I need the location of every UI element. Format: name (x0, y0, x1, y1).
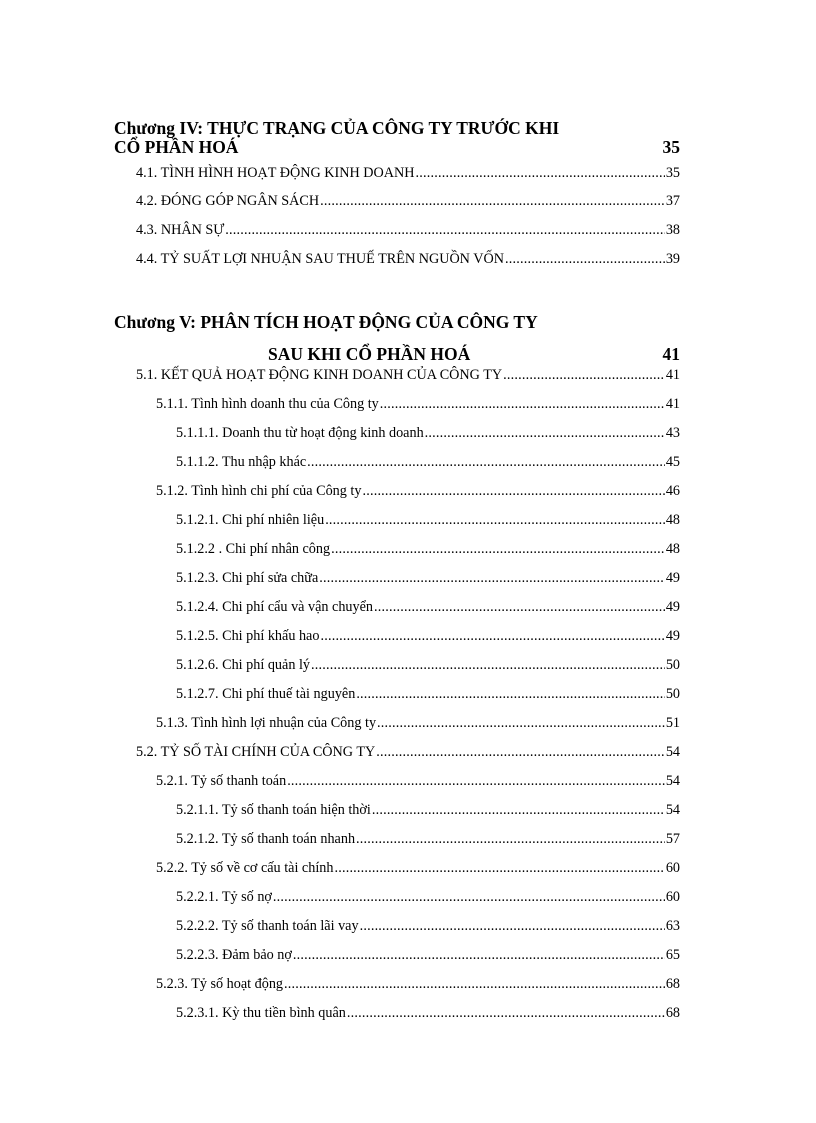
chapter-4-page: 35 (662, 137, 680, 157)
chapter-4-heading[interactable] (114, 119, 680, 157)
leader-dots (505, 251, 665, 268)
toc-entry-5-1-2-3[interactable] (176, 570, 680, 587)
toc-entry-text: 5.1.1. Tình hình doanh thu của Công ty (156, 396, 379, 412)
toc-entry-5-1-2-2[interactable] (176, 541, 680, 558)
toc-entry-text: 5.1. KẾT QUẢ HOẠT ĐỘNG KINH DOANH CỦA CÔNG TY (136, 367, 503, 383)
leader-dots (319, 570, 665, 587)
toc-entry-4-3[interactable] (136, 222, 680, 239)
toc-entry-text: 5.1.2.6. Chi phí quản lý (176, 657, 310, 673)
toc-entry-page: 63 (665, 918, 680, 934)
toc-entry-page: 51 (665, 715, 680, 731)
toc-entry-text: 4.1. TÌNH HÌNH HOẠT ĐỘNG KINH DOANH (136, 165, 415, 181)
leader-dots (293, 947, 665, 964)
toc-entry-5-2-2-3[interactable] (176, 947, 680, 964)
toc-entry-page: 60 (665, 889, 680, 905)
toc-entry-text: 5.1.2.5. Chi phí khấu hao (176, 628, 320, 644)
chapter-5-heading[interactable] (114, 313, 680, 364)
leader-dots (425, 425, 665, 442)
toc-entry-page: 41 (665, 367, 680, 383)
toc-entry-page: 49 (665, 599, 680, 615)
leader-dots (360, 918, 665, 935)
leader-dots (225, 222, 665, 239)
leader-dots (347, 1005, 665, 1022)
toc-entry-page: 48 (665, 512, 680, 528)
toc-entry-5-1-2-5[interactable] (176, 628, 680, 645)
toc-entry-4-2[interactable] (136, 193, 680, 210)
toc-entry-page: 39 (665, 251, 680, 267)
chapter-4-title-line1: Chương IV: THỰC TRẠNG CỦA CÔNG TY TRƯỚC KHI (114, 118, 560, 138)
leader-dots (320, 193, 665, 210)
toc-entry-5-2-2[interactable] (156, 860, 680, 877)
leader-dots (320, 628, 664, 645)
toc-entry-text: 5.2.1.1. Tỷ số thanh toán hiện thời (176, 802, 371, 818)
chapter-5-title-line2-text: SAU KHI CỔ PHẦN HOÁ (268, 344, 471, 364)
toc-entry-page: 57 (665, 831, 680, 847)
toc-entry-text: 5.1.2.2 . Chi phí nhân công (176, 541, 331, 557)
toc-entry-text: 5.2.2.3. Đảm bảo nợ (176, 947, 292, 963)
toc-entry-5-1-2-4[interactable] (176, 599, 680, 616)
toc-entry-page: 65 (665, 947, 680, 963)
toc-entry-text: 5.2. TỶ SỐ TÀI CHÍNH CỦA CÔNG TY (136, 744, 376, 760)
toc-entry-5-1-1[interactable] (156, 396, 680, 413)
leader-dots (380, 396, 665, 413)
toc-entry-text: 5.2.2.1. Tỷ số nợ (176, 889, 272, 905)
chapter-5-page: 41 (662, 344, 680, 364)
toc-entry-text: 5.2.3.1. Kỳ thu tiền bình quân (176, 1005, 346, 1021)
leader-dots (356, 686, 665, 703)
toc-entry-page: 38 (665, 222, 680, 238)
leader-dots (376, 744, 665, 761)
toc-entry-5-1-2-7[interactable] (176, 686, 680, 703)
toc-entry-text: 4.4. TỶ SUẤT LỢI NHUẬN SAU THUẾ TRÊN NGUỒN VỐN (136, 251, 504, 267)
toc-entry-page: 50 (665, 657, 680, 673)
leader-dots (415, 165, 664, 182)
leader-dots (307, 454, 665, 471)
toc-entry-page: 68 (665, 976, 680, 992)
toc-entry-page: 68 (665, 1005, 680, 1021)
toc-entry-text: 5.1.2.4. Chi phí cẩu và vận chuyển (176, 599, 374, 615)
toc-entry-page: 54 (665, 744, 680, 760)
toc-entry-page: 43 (665, 425, 680, 441)
toc-entry-text: 5.1.1.2. Thu nhập khác (176, 454, 307, 470)
leader-dots (325, 512, 665, 529)
chapter-4-title-line2 (114, 138, 680, 157)
leader-dots (334, 860, 664, 877)
toc-entry-5-1-1-2[interactable] (176, 454, 680, 471)
toc-entry-page: 49 (665, 628, 680, 644)
toc-entry-5-1[interactable] (136, 367, 680, 384)
toc-entry-page: 54 (665, 802, 680, 818)
toc-entry-page: 60 (665, 860, 680, 876)
toc-entry-5-2-2-2[interactable] (176, 918, 680, 935)
toc-entry-5-1-2-1[interactable] (176, 512, 680, 529)
toc-entry-text: 4.2. ĐÓNG GÓP NGÂN SÁCH (136, 193, 320, 209)
toc-entry-5-2-3-1[interactable] (176, 1005, 680, 1022)
toc-entry-text: 5.2.2.2. Tỷ số thanh toán lãi vay (176, 918, 359, 934)
leader-dots (284, 976, 665, 993)
toc-entry-page: 54 (665, 773, 680, 789)
toc-entry-page: 49 (665, 570, 680, 586)
toc-entry-5-2-1[interactable] (156, 773, 680, 790)
toc-entry-5-2-1-2[interactable] (176, 831, 680, 848)
toc-entry-page: 50 (665, 686, 680, 702)
leader-dots (372, 802, 665, 819)
leader-dots (273, 889, 665, 906)
chapter-4-title-line2-text: CỔ PHẦN HOÁ (114, 137, 239, 157)
leader-dots (374, 599, 665, 616)
toc-entry-4-1[interactable] (136, 165, 680, 182)
leader-dots (503, 367, 665, 384)
toc-entry-text: 5.2.1. Tỷ số thanh toán (156, 773, 287, 789)
toc-entry-page: 46 (665, 483, 680, 499)
toc-entry-5-1-2-6[interactable] (176, 657, 680, 674)
toc-entry-page: 35 (665, 165, 680, 181)
leader-dots (331, 541, 665, 558)
leader-dots (287, 773, 665, 790)
toc-entry-text: 5.1.1.1. Doanh thu từ hoạt động kinh doanh (176, 425, 424, 441)
toc-entry-text: 5.2.3. Tỷ số hoạt động (156, 976, 284, 992)
toc-entry-5-1-2[interactable] (156, 483, 680, 500)
toc-entry-4-4[interactable] (136, 251, 680, 268)
toc-entry-text: 5.2.1.2. Tỷ số thanh toán nhanh (176, 831, 356, 847)
toc-entry-5-2-3[interactable] (156, 976, 680, 993)
toc-entry-text: 5.1.2.1. Chi phí nhiên liệu (176, 512, 325, 528)
toc-entry-5-1-3[interactable] (156, 715, 680, 732)
toc-entry-5-2[interactable] (136, 744, 680, 761)
toc-entry-5-2-1-1[interactable] (176, 802, 680, 819)
toc-entry-page: 37 (665, 193, 680, 209)
toc-entry-page: 48 (665, 541, 680, 557)
toc-entry-text: 5.1.2.7. Chi phí thuế tài nguyên (176, 686, 356, 702)
toc-entry-text: 5.1.2.3. Chi phí sửa chữa (176, 570, 319, 586)
toc-entry-text: 5.2.2. Tỷ số về cơ cấu tài chính (156, 860, 334, 876)
leader-dots (362, 483, 664, 500)
chapter-5-title-line2 (114, 345, 680, 364)
leader-dots (356, 831, 665, 848)
toc-entry-text: 5.1.3. Tình hình lợi nhuận của Công ty (156, 715, 377, 731)
leader-dots (311, 657, 665, 674)
toc-entry-text: 5.1.2. Tình hình chi phí của Công ty (156, 483, 362, 499)
toc-entry-page: 45 (665, 454, 680, 470)
toc-entry-page: 41 (665, 396, 680, 412)
chapter-5-title-line1: Chương V: PHÂN TÍCH HOẠT ĐỘNG CỦA CÔNG TY (114, 312, 538, 332)
toc-entry-5-2-2-1[interactable] (176, 889, 680, 906)
leader-dots (377, 715, 665, 732)
toc-entry-5-1-1-1[interactable] (176, 425, 680, 442)
toc-entry-text: 4.3. NHÂN SỰ (136, 222, 225, 238)
